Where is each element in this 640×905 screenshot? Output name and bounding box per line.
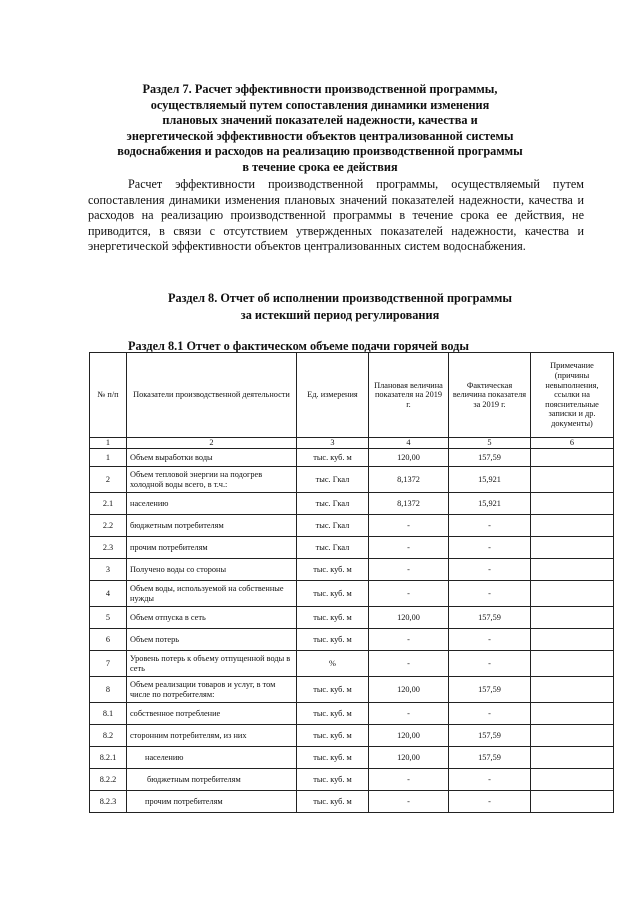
row-note (531, 725, 614, 747)
table-row (90, 677, 614, 703)
table-row (90, 651, 614, 677)
row-num: 3 (90, 559, 127, 581)
row-note (531, 651, 614, 677)
row-note (531, 677, 614, 703)
row-note (531, 791, 614, 813)
header-indicator: Показатели производственной деятельности (127, 353, 297, 438)
table-row (90, 493, 614, 515)
table-row (90, 791, 614, 813)
row-note (531, 467, 614, 493)
table-row (90, 725, 614, 747)
row-unit: тыс. куб. м (297, 725, 369, 747)
row-actual: - (449, 515, 531, 537)
row-planned: 8,1372 (369, 467, 449, 493)
row-planned: - (369, 651, 449, 677)
row-planned: 120,00 (369, 677, 449, 703)
row-actual: - (449, 703, 531, 725)
row-planned: - (369, 515, 449, 537)
section7-title-line: плановых значений показателей надежности, качества и (162, 113, 478, 128)
row-planned: - (369, 769, 449, 791)
row-unit: тыс. куб. м (297, 747, 369, 769)
row-actual: - (449, 629, 531, 651)
row-unit: тыс. куб. м (297, 559, 369, 581)
row-num: 2 (90, 467, 127, 493)
row-actual: 15,921 (449, 467, 531, 493)
row-note (531, 629, 614, 651)
row-unit: тыс. Гкал (297, 493, 369, 515)
row-unit: тыс. куб. м (297, 629, 369, 651)
header-actual: Фактическая величина показателя за 2019 г. (449, 353, 531, 438)
row-planned: 120,00 (369, 725, 449, 747)
section7-body: Расчет эффективности производственной программы, осуществляемый путем сопоставления динамики изменения плановых значений показателей надежности, качества и расходов на реализацию производственной программы в течение срока ее действия, не приводится, в связи с отсутствием утвержденных показателей надежности, качества и энергетической эффективности объектов централизованных систем водоснабжения. (88, 177, 584, 254)
column-number-row (90, 438, 614, 449)
row-indicator: Объем выработки воды (127, 449, 297, 467)
row-note (531, 607, 614, 629)
row-num: 8.2.1 (90, 747, 127, 769)
row-planned: 120,00 (369, 607, 449, 629)
table-row (90, 607, 614, 629)
column-number: 6 (531, 438, 614, 449)
row-num: 2.2 (90, 515, 127, 537)
row-num: 1 (90, 449, 127, 467)
row-num: 7 (90, 651, 127, 677)
section7-title (70, 82, 570, 176)
row-actual: - (449, 769, 531, 791)
row-actual: 157,59 (449, 677, 531, 703)
column-number: 4 (369, 438, 449, 449)
header-unit: Ед. измерения (297, 353, 369, 438)
row-unit: тыс. Гкал (297, 537, 369, 559)
header-planned: Плановая величина показателя на 2019 г. (369, 353, 449, 438)
row-planned: - (369, 791, 449, 813)
row-planned: 8,1372 (369, 493, 449, 515)
row-indicator: населению (127, 493, 297, 515)
row-note (531, 449, 614, 467)
table-row (90, 559, 614, 581)
row-actual: - (449, 559, 531, 581)
row-unit: тыс. Гкал (297, 467, 369, 493)
row-num: 8.2.3 (90, 791, 127, 813)
row-actual: 157,59 (449, 747, 531, 769)
row-note (531, 559, 614, 581)
row-actual: 157,59 (449, 449, 531, 467)
row-indicator: населению (127, 747, 297, 769)
row-indicator: Получено воды со стороны (127, 559, 297, 581)
row-unit: % (297, 651, 369, 677)
row-num: 8.1 (90, 703, 127, 725)
table-header-row (90, 353, 614, 438)
row-note (531, 703, 614, 725)
section7-title-line: энергетической эффективности объектов централизованной системы (126, 128, 514, 143)
row-planned: - (369, 629, 449, 651)
row-planned: 120,00 (369, 449, 449, 467)
row-indicator: сторонним потребителям, из них (127, 725, 297, 747)
row-indicator: бюджетным потребителям (127, 769, 297, 791)
row-indicator: Уровень потерь к объему отпущенной воды в сеть (127, 651, 297, 677)
row-note (531, 769, 614, 791)
row-note (531, 581, 614, 607)
row-note (531, 493, 614, 515)
row-num: 8.2.2 (90, 769, 127, 791)
row-indicator: Объем реализации товаров и услуг, в том числе по потребителям: (127, 677, 297, 703)
column-number: 3 (297, 438, 369, 449)
header-num: № п/п (90, 353, 127, 438)
row-num: 2.3 (90, 537, 127, 559)
row-planned: - (369, 559, 449, 581)
header-note: Примечание (причины невыполнения, ссылки на пояснительные записки и др. документы) (531, 353, 614, 438)
section8-title-line: Раздел 8. Отчет об исполнении производственной программы (168, 291, 512, 305)
row-indicator: прочим потребителям (127, 537, 297, 559)
row-note (531, 747, 614, 769)
row-actual: - (449, 791, 531, 813)
section7-title-line: осуществляемый путем сопоставления динамики изменения (150, 97, 490, 112)
table-row (90, 629, 614, 651)
table-row (90, 537, 614, 559)
row-num: 4 (90, 581, 127, 607)
row-unit: тыс. куб. м (297, 581, 369, 607)
row-planned: - (369, 581, 449, 607)
row-actual: - (449, 651, 531, 677)
section7-title-line: в течение срока ее действия (242, 159, 398, 174)
row-unit: тыс. куб. м (297, 677, 369, 703)
row-num: 6 (90, 629, 127, 651)
table-row (90, 467, 614, 493)
row-planned: 120,00 (369, 747, 449, 769)
section7-title-line: водоснабжения и расходов на реализацию производственной программы (117, 144, 523, 159)
column-number: 5 (449, 438, 531, 449)
row-note (531, 515, 614, 537)
row-num: 8 (90, 677, 127, 703)
table-row (90, 747, 614, 769)
row-note (531, 537, 614, 559)
row-indicator: Объем отпуска в сеть (127, 607, 297, 629)
row-num: 5 (90, 607, 127, 629)
row-unit: тыс. куб. м (297, 791, 369, 813)
section81-title: Раздел 8.1 Отчет о фактическом объеме подачи горячей воды (128, 339, 469, 353)
row-unit: тыс. куб. м (297, 607, 369, 629)
table-row (90, 449, 614, 467)
row-num: 8.2 (90, 725, 127, 747)
row-indicator: Объем тепловой энергии на подогрев холодной воды всего, в т.ч.: (127, 467, 297, 493)
table-row (90, 769, 614, 791)
column-number: 2 (127, 438, 297, 449)
row-actual: 157,59 (449, 607, 531, 629)
row-actual: - (449, 537, 531, 559)
row-planned: - (369, 537, 449, 559)
table-row (90, 581, 614, 607)
row-indicator: собственное потребление (127, 703, 297, 725)
table-row (90, 515, 614, 537)
row-unit: тыс. куб. м (297, 449, 369, 467)
row-num: 2.1 (90, 493, 127, 515)
column-number: 1 (90, 438, 127, 449)
section8-title-line: за истекший период регулирования (240, 308, 440, 322)
row-actual: 157,59 (449, 725, 531, 747)
row-actual: 15,921 (449, 493, 531, 515)
hot-water-report-table (89, 352, 614, 813)
row-actual: - (449, 581, 531, 607)
row-unit: тыс. куб. м (297, 769, 369, 791)
table-row (90, 703, 614, 725)
row-planned: - (369, 703, 449, 725)
section7-title-line: Раздел 7. Расчет эффективности производственной программы, (142, 82, 498, 96)
row-unit: тыс. Гкал (297, 515, 369, 537)
row-indicator: бюджетным потребителям (127, 515, 297, 537)
row-indicator: прочим потребителям (127, 791, 297, 813)
row-unit: тыс. куб. м (297, 703, 369, 725)
section8-title (100, 290, 580, 324)
row-indicator: Объем потерь (127, 629, 297, 651)
row-indicator: Объем воды, используемой на собственные нужды (127, 581, 297, 607)
